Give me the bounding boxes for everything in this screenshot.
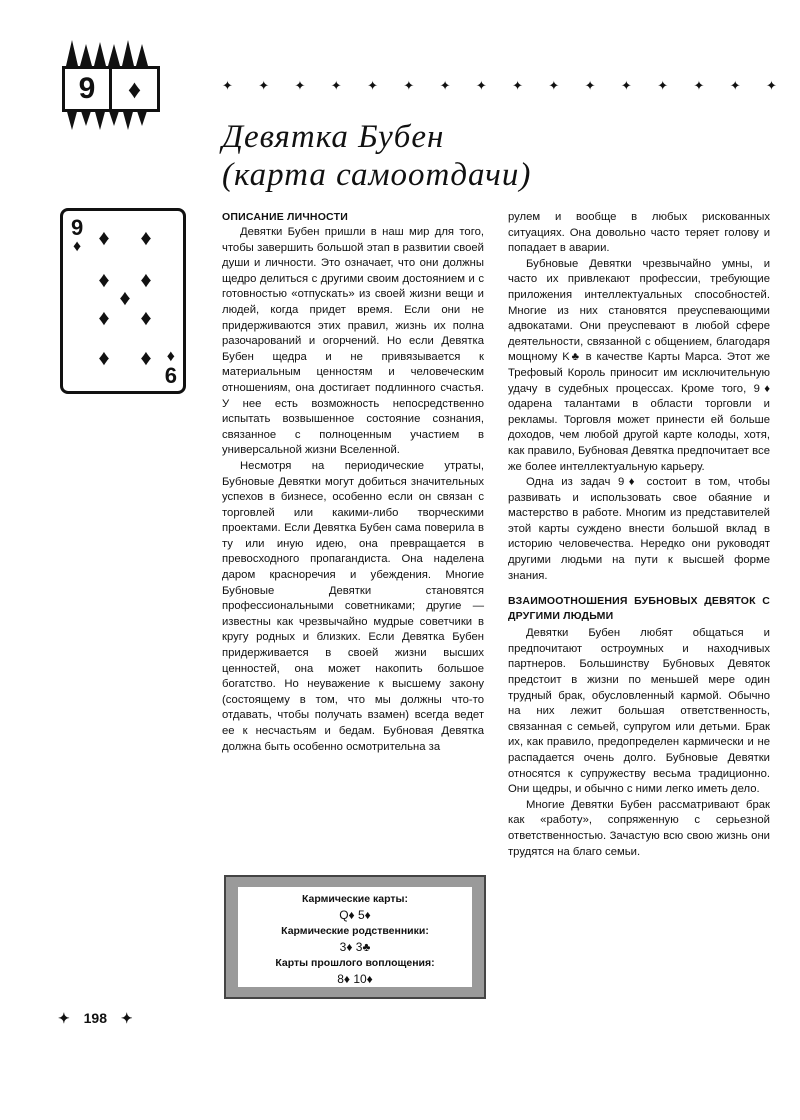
diamond-icon: ♦ [140, 345, 152, 370]
star-icon: ✦ [439, 78, 451, 93]
page-number: 198 [83, 1010, 107, 1026]
karmic-cards-panel [238, 887, 472, 987]
past-life-cards-value: 8♦ 10♦ [337, 972, 373, 986]
title-line-2: (карта самоотдачи) [222, 157, 532, 193]
diamond-icon: ♦ [73, 238, 82, 255]
diamond-icon: ♦ [127, 74, 142, 104]
karmic-cards-value: Q♦ 5♦ [339, 908, 371, 922]
paragraph: Несмотря на периодические утраты, Бубновые Девятки могут добиться значительных успехов в бизнесе, особенно если он связан с торговлей или какими-либо творческими проектами. Если Девятка Бубен сама поверила в ту или иную идею, она превращается в превосходного пропагандиста. Она наделена даром красноречия и убеждения. Многие Бубновые Девятки становятся профессиональными советниками; другие — известны как чрезвычайно мудрые советчики в кругу родных и близких. Если Девятка Бубен придерживается в своей жизни высших ценностей, она может накопить большое богатство. Но неуважение к высшему закону (состоящему в том, что мы должны что-то отдавать, чтобы получать взамен) всегда ведет ее к несчастьям и бедам. Бубновая Девятка должна быть особенно осмотрительна за [222, 459, 484, 753]
card-corner-bottom [165, 349, 177, 387]
section-heading-relationships: ВЗАИМООТНОШЕНИЯ БУБНОВЫХ ДЕВЯТОК С ДРУГИМИ ЛЮДЬМИ [508, 595, 770, 623]
paragraph: Многие Девятки Бубен рассматривают брак как «работу», сопряженную с серьезной ответственностью. Зачастую всю свою жизнь они трудятся на благо семьи. [508, 798, 770, 858]
karmic-relatives-value: 3♦ 3♣ [339, 940, 371, 954]
karmic-cards-box [224, 875, 486, 999]
diamond-icon: ♦ [140, 267, 152, 292]
diamond-icon: ♦ [166, 348, 175, 365]
diamond-icon: ♦ [98, 267, 110, 292]
karmic-cards-label: Кармические карты: [302, 893, 408, 905]
star-icon: ✦ [620, 78, 632, 93]
star-icon: ✦ [330, 78, 342, 93]
title-line-1: Девятка Бубен [222, 119, 445, 155]
page-title [222, 118, 742, 194]
star-icon: ✦ [222, 78, 233, 93]
karmic-relatives-label: Кармические родственники: [281, 925, 429, 937]
playing-card-nine-of-diamonds [60, 208, 186, 394]
diamond-icon: ♦ [98, 345, 110, 370]
past-life-cards-label: Карты прошлого воплощения: [275, 957, 435, 969]
star-icon: ✦ [475, 78, 487, 93]
star-icon: ✦ [58, 1010, 70, 1026]
card-corner-top [71, 217, 83, 255]
star-icon: ✦ [548, 78, 560, 93]
header-ornament-row [222, 78, 777, 94]
section-heading-personality: ОПИСАНИЕ ЛИЧНОСТИ [222, 211, 348, 223]
star-icon: ✦ [367, 78, 378, 93]
star-icon: ✦ [120, 1010, 133, 1026]
paragraph: рулем и вообще в любых рискованных ситуациях. Она довольно часто теряет голову и попадает в аварии. [508, 211, 770, 255]
star-icon: ✦ [294, 78, 306, 93]
card-rank-bottom: 6 [164, 363, 177, 388]
page-footer [58, 1010, 143, 1027]
paragraph: Девятки Бубен пришли в наш мир для того, чтобы завершить большой этап в развитии своей души и личности. Это означает, что они должны щедро делиться с другими своим достоянием и с готовностью «отпускать» из своей жизни вещи и людей, когда придет время. Если они не придерживаются этих правил, жизнь их полна разочарований и огорчений. Но если Девятка Бубен щедра и не привязывается к материальным ценностям и человеческим отношениям, она достигает подлинного счастья. У нее есть возможность непосредственно испытать возвышенное состояние сознания, связанное с полноценным участием в универсальной жизни Вселенной. [222, 226, 484, 457]
star-icon: ✦ [512, 78, 524, 93]
star-icon: ✦ [765, 78, 777, 93]
paragraph: Бубновые Девятки чрезвычайно умны, и часто их привлекают профессии, требующие приложения интеллектуальных способностей. Многие из них становятся преуспевающими адвокатами. Они преуспевают в любой сфере деятельности, связанной с общением, благодаря мощному K♣ в качестве Карты Марса. Этот же Трефовый Король приносит им исключительную удачу в судебных процессах. Кроме того, 9♦ одарена талантами в области торговли и рекламы. Торговля может принести ей больше доходов, чем любой другой карте колоды, хотя, как правило, Бубновая Девятка предпочитает все же более интеллектуальную карьеру. [508, 257, 770, 473]
star-icon: ✦ [693, 78, 705, 93]
diamond-icon: ♦ [98, 225, 110, 250]
star-icon: ✦ [258, 78, 270, 93]
paragraph: Девятки Бубен любят общаться и предпочитают остроумных и находчивых партнеров. Большинству Бубновых Девяток предстоит в жизни по меньшей мере один трудный брак, обусловленный кармой. Обычно на них лежит большая ответственность, связанная с семьей, супругом или детьми. Брак их, как правило, предопределен кармически и не распадается очень долго. Бубновые Девятки относятся к супружеству весьма традиционно. Они щедры, и обычно с ними легко иметь дело. [508, 627, 770, 796]
diamond-icon: ♦ [140, 225, 152, 250]
star-icon: ✦ [729, 78, 741, 93]
paragraph: Одна из задач 9♦ состоит в том, чтобы развивать и использовать свое обаяние и мастерство в работе. Многим из представителей этой карты суждено внести большой вклад в историю человечества. Нередко они руководят другими людьми на пути к высшей форме знания. [508, 476, 770, 582]
diamond-icon: ♦ [119, 285, 131, 310]
left-column [222, 210, 484, 755]
badge-box [62, 66, 160, 112]
badge-rank: 9 [65, 69, 112, 109]
star-icon: ✦ [584, 78, 596, 93]
diamond-icon: ♦ [140, 305, 152, 330]
right-column [508, 210, 770, 860]
diamond-icon: ♦ [98, 305, 110, 330]
card-rank-top: 9 [71, 215, 84, 240]
star-icon: ✦ [403, 78, 415, 93]
star-icon: ✦ [657, 78, 669, 93]
